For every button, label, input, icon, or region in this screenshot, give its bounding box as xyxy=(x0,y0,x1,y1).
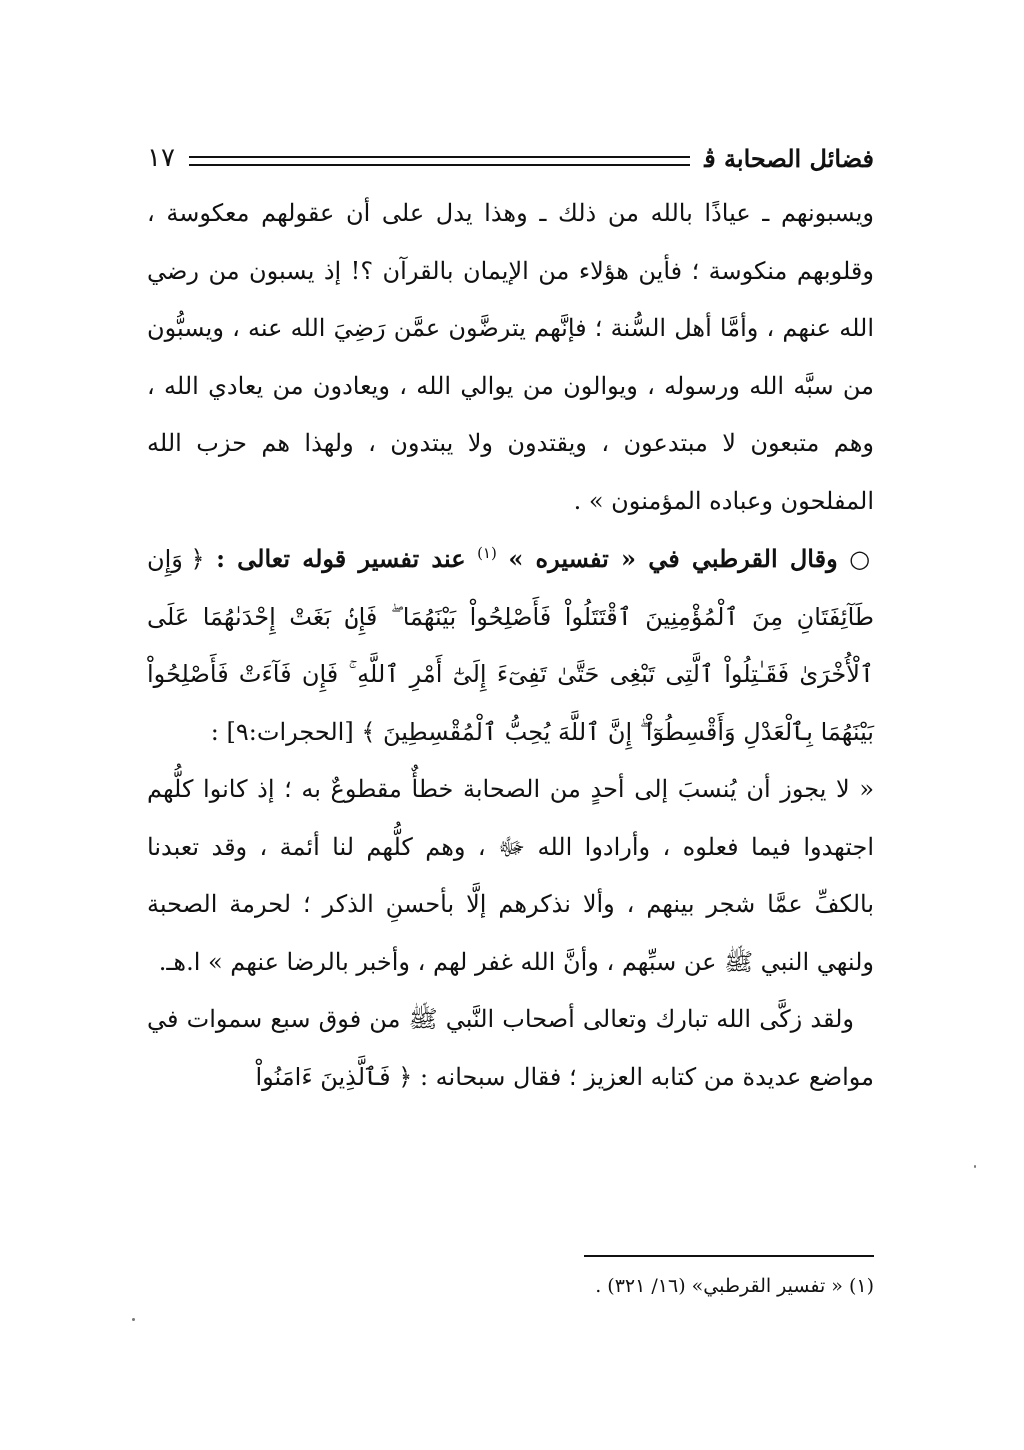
paragraph-4-text: ولقد زكَّى الله تبارك وتعالى أصحاب النَّبي ﷺ من فوق سبع سموات في مواضع عديدة من كتابه العزيز ؛ فقال سبحانه : xyxy=(147,1005,874,1091)
page-number: ١٧ xyxy=(147,143,175,173)
scan-speck xyxy=(974,1165,976,1168)
book-title: فضائل الصحابة ﭬ xyxy=(704,143,874,173)
quran-verse: ﴿ وَإِن طَآئِفَتَانِ مِنَ ٱلْمُؤْمِنِينَ ٱقْتَتَلُواْ فَأَصْلِحُواْ بَيْنَهُمَا ۖ فَإِنۢ بَغَتْ إِحْدَىٰهُمَا عَلَى ٱلْأُخْرَىٰ فَقَـٰتِلُواْ ٱلَّتِى تَبْغِى حَتَّىٰ تَفِىٓءَ إِلَىٰٓ أَمْرِ ٱللَّهِ ۚ فَإِن فَآءَتْ فَأَصْلِحُواْ بَيْنَهُمَا بِٱلْعَدْلِ وَأَقْسِطُوٓاْ ۖ إِنَّ ٱللَّهَ يُحِبُّ ٱلْمُقْسِطِينَ ﴾ xyxy=(147,545,874,746)
header-rule xyxy=(189,156,690,166)
footnote: (١) « تفسير القرطبي» (١٦/ ٣٢١) . xyxy=(595,1275,874,1297)
quote-intro-continued: عند تفسير قوله تعالى : xyxy=(216,544,466,573)
paragraph-4 xyxy=(147,991,874,1106)
footnote-reference[interactable]: (١) xyxy=(477,544,497,562)
quote-intro: وقال القرطبي في « تفسيره » xyxy=(508,544,838,573)
scan-speck xyxy=(132,1318,135,1321)
paragraph-2 xyxy=(147,530,874,761)
paragraph-3: « لا يجوز أن يُنسبَ إلى أحدٍ من الصحابة خطأٌ مقطوعٌ به ؛ إذ كانوا كلُّهم اجتهدوا فيما فعلوه ، وأرادوا الله ﷻ ، وهم كلُّهم لنا أئمة ، وقد تعبدنا بالكفِّ عمَّا شجر بينهم ، وألا نذكرهم إلَّا بأحسنِ الذكر ؛ لحرمة الصحبة ولنهي النبي ﷺ عن سبِّهم ، وأنَّ الله غفر لهم ، وأخبر بالرضا عنهم » ا.هـ. xyxy=(147,775,874,976)
page-header xyxy=(147,140,874,176)
verse-citation: [الحجرات:٩] : xyxy=(210,717,354,746)
page-body xyxy=(147,185,874,1106)
quran-verse-start: ﴿ فَٱلَّذِينَ ءَامَنُواْ xyxy=(255,1062,413,1091)
paragraph-1: ويسبونهم ـ عياذًا بالله من ذلك ـ وهذا يدل على أن عقولهم معكوسة ، وقلوبهم منكوسة ؛ فأين هؤلاء من الإيمان بالقرآن ؟! إذ يسبون من رضي الله عنهم ، وأمَّا أهل السُّنة ؛ فإنَّهم يترضَّون عمَّن رَضِيَ الله عنه ، ويسبُّون من سبَّه الله ورسوله ، ويوالون من يوالي الله ، ويعادون من يعادي الله ، وهم متبعون لا مبتدعون ، ويقتدون ولا يبتدون ، ولهذا هم حزب الله المفلحون وعباده المؤمنون » . xyxy=(147,199,874,515)
bullet-icon: ○ xyxy=(849,545,874,573)
footnote-separator xyxy=(584,1255,874,1257)
